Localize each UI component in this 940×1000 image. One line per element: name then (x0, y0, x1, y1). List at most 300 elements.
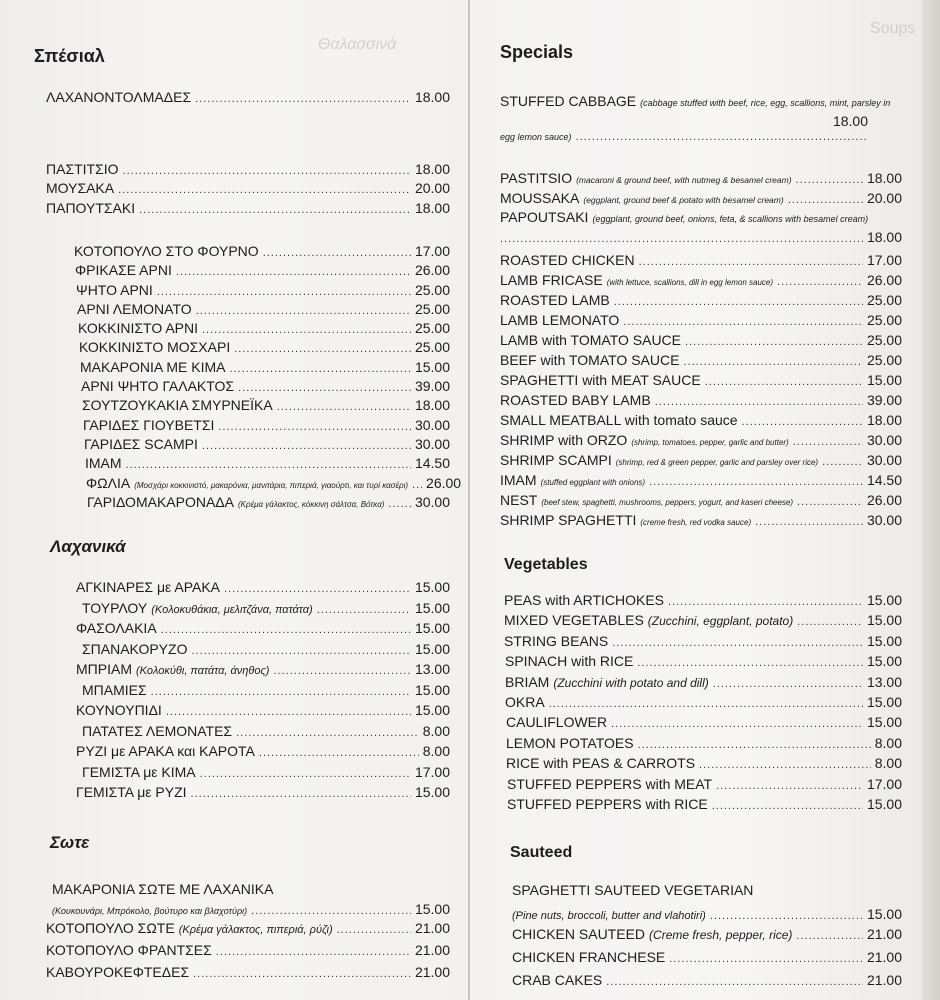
item-price: 18.00 (866, 228, 902, 245)
item-name: STUFFED CABBAGE (500, 93, 637, 109)
item-name: CAULIFLOWER (506, 714, 608, 731)
menu-item (34, 243, 450, 262)
item-price: 18.00 (866, 412, 902, 428)
item-price: 15.00 (866, 906, 902, 923)
item-name: MOUSSAKA (500, 189, 580, 206)
item-name: SPAGHETTI with MEAT SAUCE (500, 372, 701, 388)
menu-item (500, 512, 902, 532)
item-name: ΨΗΤΟ ΑΡΝΙ (76, 281, 153, 298)
item-note: (eggplant, ground beef, onions, feta, & scallions with besamel cream) (592, 214, 869, 224)
item-note: (stuffed eggplant with onions) (540, 478, 646, 487)
item-name: ΣΠΑΝΑΚΟΡΥΖΟ (82, 640, 188, 657)
menu-item (500, 949, 902, 972)
item-name: ΦΡΙΚΑΣΕ ΑΡΝΙ (75, 262, 172, 279)
item-price: 8.00 (422, 722, 450, 739)
item-price: 30.00 (866, 432, 902, 448)
leader-dots (157, 286, 411, 298)
item-name: ΠΑΣΤΙΤΣΙΟ (46, 160, 119, 177)
item-name: SHRIMP SPAGHETTI (500, 512, 637, 528)
item-name: LAMB LEMONATO (500, 312, 620, 328)
leader-dots (193, 968, 411, 980)
item-price: 15.00 (414, 784, 450, 801)
item-name: ΜΑΚΑΡΟΝΙΑ ΜΕ ΚΙΜΑ (80, 358, 226, 375)
item-price: 15.00 (414, 620, 450, 637)
item-price: 15.00 (414, 681, 450, 698)
leader-dots (612, 637, 863, 649)
item-price: 39.00 (414, 378, 450, 395)
menu-item (500, 653, 902, 673)
menu-item (34, 455, 450, 474)
item-note: (shrimp, red & green pepper, garlic and parsley over rice) (615, 458, 819, 467)
menu-item (34, 743, 450, 764)
item-note: (Μοσχάρι κοκκινιστό, μακαρόνια, μανιτάρια, πιπεριά, γιαούρτι, και τυρί κασέρι) (134, 480, 409, 490)
item-name: STRING BEANS (504, 632, 609, 649)
item-name: ROASTED CHICKEN (500, 252, 635, 268)
leader-dots (196, 305, 411, 317)
item-name: CRAB CAKES (512, 971, 603, 988)
item-name: ΡΥΖΙ με ΑΡΑΚΑ και ΚΑΡΟΤΑ (76, 743, 255, 760)
item-note: (with lettuce, scallions, dill in egg lemon sauce) (606, 278, 774, 287)
menu-item (34, 881, 450, 901)
leader-dots (614, 296, 863, 308)
menu-item (34, 600, 450, 621)
greek-sauteed-list (34, 920, 450, 986)
item-name: STUFFED PEPPERS with MEAT (507, 775, 713, 792)
menu-item (500, 694, 902, 714)
item-name: ΦΩΛΙΑ (86, 474, 131, 491)
item-name: ΚΟΥΝΟΥΠΙΔΙ (76, 702, 162, 719)
item-note: (Κολοκύθι, πατάτα, άνηθος) (136, 665, 270, 678)
leader-dots (500, 233, 863, 245)
item-price: 25.00 (866, 332, 902, 348)
menu-item (500, 432, 902, 452)
leader-dots (649, 476, 863, 488)
greek-specials-group-2 (34, 161, 450, 220)
item-price: 30.00 (414, 493, 450, 510)
menu-item (500, 170, 902, 190)
menu-item (34, 417, 450, 436)
item-price: 39.00 (866, 392, 902, 408)
item-name: ΚΟΚΚΙΝΙΣΤΟ ΜΟΣΧΑΡΙ (79, 339, 231, 356)
item-name: ΜΠΡΙΑΜ (76, 661, 132, 678)
leader-dots (611, 718, 863, 730)
menu-item (500, 209, 902, 229)
item-name: OKRA (505, 693, 545, 710)
english-vegetables-title: Vegetables (504, 556, 588, 573)
item-price: 14.50 (414, 455, 450, 472)
leader-dots (639, 256, 863, 268)
greek-sauteed-title: Σωτε (50, 832, 90, 852)
menu-item (34, 320, 450, 339)
menu-item (500, 252, 902, 272)
item-name: ΜΠΑΜΙΕΣ (82, 681, 147, 698)
item-name: LEMON POTATOES (506, 734, 634, 751)
item-name: CHICKEN SAUTEED (512, 925, 646, 942)
english-specials-section (500, 42, 902, 532)
item-price: 25.00 (866, 292, 902, 308)
item-name: ΚΟΤΟΠΟΥΛΟ ΣΤΟ ΦΟΥΡΝΟ (74, 243, 259, 259)
leader-dots (251, 905, 411, 917)
greek-specials-group-1 (34, 89, 450, 109)
item-name: BRIAM (505, 673, 550, 690)
leader-dots (229, 363, 410, 375)
leader-dots (161, 624, 411, 636)
leader-dots (655, 396, 863, 408)
menu-item (500, 714, 902, 734)
item-price: 18.00 (414, 89, 450, 105)
leader-dots (202, 324, 411, 336)
item-name: ROASTED BABY LAMB (500, 392, 651, 408)
item-price: 30.00 (866, 452, 902, 468)
english-specials-title: Specials (500, 42, 574, 62)
item-price: 20.00 (414, 180, 450, 196)
leader-dots (777, 276, 863, 288)
item-name: PASTITSIO (500, 170, 573, 186)
item-price: 15.00 (866, 372, 902, 388)
item-price: 15.00 (866, 714, 902, 731)
item-price: 26.00 (426, 474, 462, 491)
leader-dots (273, 665, 410, 677)
leader-dots (123, 165, 411, 177)
item-note: (Κουκουνάρι, Μπρόκολο, βούτυρο και βλαχοτύρι) (52, 905, 248, 916)
menu-item-cont (500, 229, 902, 249)
item-price: 25.00 (414, 300, 450, 317)
english-vegetables-section (500, 556, 902, 816)
leader-dots (713, 678, 863, 690)
item-price: 15.00 (866, 653, 902, 670)
menu-item (500, 796, 902, 816)
item-price: 18.00 (414, 160, 450, 177)
menu-item-note-line (34, 901, 450, 921)
menu-item (500, 472, 902, 492)
menu-item (500, 332, 902, 352)
item-name: STUFFED PEPPERS with RICE (507, 795, 708, 812)
item-price: 15.00 (414, 579, 450, 596)
menu-item (34, 579, 450, 600)
item-name: ΤΟΥΡΛΟΥ (82, 599, 148, 616)
menu-item (500, 926, 902, 949)
item-price: 21.00 (414, 942, 450, 959)
leader-dots (126, 459, 411, 471)
leader-dots (788, 194, 863, 206)
menu-item-note-line (500, 906, 902, 926)
item-price: 18.00 (832, 112, 868, 129)
menu-item (34, 964, 450, 986)
item-name: LAMB with TOMATO SAUCE (500, 332, 682, 348)
item-note: (beef stew, spaghetti, mushrooms, peppers, yogurt, and kaseri cheese) (541, 498, 794, 507)
menu-item (500, 312, 902, 332)
item-note: (eggplant, ground beef & potato with besamel cream) (583, 194, 784, 205)
item-price: 18.00 (414, 199, 450, 216)
english-sauteed-section (500, 844, 902, 995)
leader-dots (412, 479, 422, 491)
menu-item (34, 764, 450, 785)
item-name: LAMB FRICASE (500, 272, 603, 288)
leader-dots (742, 416, 863, 428)
menu-item (500, 674, 902, 694)
item-price: 30.00 (414, 416, 450, 433)
item-price: 17.00 (414, 763, 450, 780)
item-name: SPINACH with RICE (505, 653, 634, 670)
leader-dots (683, 356, 863, 368)
item-price: 30.00 (866, 512, 902, 528)
item-price: 13.00 (866, 673, 902, 690)
item-price: 25.00 (866, 352, 902, 368)
english-specials-group-3 (500, 252, 902, 532)
greek-specials-section (34, 46, 462, 513)
menu-item (500, 190, 902, 210)
leader-dots (797, 616, 863, 628)
item-note: (creme fresh, red vodka sauce) (640, 518, 752, 527)
item-name: ΓΑΡΙΔΟΜΑΚΑΡΟΝΑΔΑ (87, 493, 234, 510)
item-price: 15.00 (414, 702, 450, 719)
item-note: (Pine nuts, broccoli, butter and vlahotiri) (512, 910, 706, 923)
item-note: (shrimp, tomatoes, pepper, garlic and butter) (631, 438, 789, 447)
menu-item (34, 301, 450, 320)
item-name: ΓΑΡΙΔΕΣ SCAMPI (84, 435, 198, 452)
leader-dots (317, 604, 411, 616)
item-name: ΑΓΚΙΝΑΡΕΣ με ΑΡΑΚΑ (76, 579, 221, 596)
greek-vegetables-list (34, 579, 450, 805)
greek-vegetables-title: Λαχανικά (50, 537, 126, 557)
menu-item (34, 397, 450, 416)
menu-item (500, 412, 902, 432)
item-price: 18.00 (414, 397, 450, 414)
item-price: 26.00 (866, 492, 902, 508)
leader-dots (712, 800, 863, 812)
item-name: ΚΟΤΟΠΟΥΛΟ ΣΩΤΕ (46, 920, 175, 937)
item-name: PAPOUTSAKI (500, 209, 589, 225)
menu-item (34, 620, 450, 641)
item-name: ΣΟΥΤΖΟΥΚΑΚΙΑ ΣΜΥΡΝΕΪΚΑ (82, 397, 273, 414)
item-price: 21.00 (414, 920, 450, 937)
item-name: RICE with PEAS & CARROTS (506, 755, 696, 772)
item-note: (macaroni & ground beef, with nutmeg & besamel cream) (576, 175, 792, 185)
item-note: (Creme fresh, pepper, rice) (649, 927, 793, 942)
item-name: BEEF with TOMATO SAUCE (500, 352, 680, 368)
leader-dots (388, 498, 411, 510)
leader-dots (263, 247, 411, 259)
leader-dots (793, 436, 863, 448)
leader-dots (224, 583, 411, 595)
item-note: (Κρέμα γάλακτος, κόκκινη σάλτσα, Βότκα) (237, 499, 385, 509)
item-name: ΓΕΜΙΣΤΑ με ΚΙΜΑ (82, 763, 196, 780)
item-price: 15.00 (866, 795, 902, 812)
english-menu-page (470, 0, 922, 1000)
bleed-through-header: Θαλασσινά (318, 36, 397, 53)
item-price: 26.00 (866, 272, 902, 288)
menu-item (500, 755, 902, 775)
item-name: ΜΑΚΑΡΟΝΙΑ ΣΩΤΕ ΜΕ ΛΑΧΑΝΙΚΑ (52, 880, 274, 897)
menu-item (34, 920, 450, 942)
greek-sauteed-section (34, 833, 450, 987)
greek-specials-title: Σπέσιαλ (34, 46, 105, 66)
english-sauteed-title: Sauteed (510, 844, 573, 862)
menu-item (34, 339, 450, 358)
leader-dots (755, 516, 863, 528)
leader-dots (118, 184, 411, 196)
menu-item (34, 641, 450, 662)
english-specials-group-2 (500, 170, 902, 209)
item-price: 30.00 (414, 435, 450, 452)
menu-item (34, 723, 450, 744)
english-vegetables-list (500, 592, 902, 816)
leader-dots (195, 93, 411, 105)
item-price: 15.00 (866, 693, 902, 710)
item-name: ΑΡΝΙ ΨΗΤΟ ΓΑΛΑΚΤΟΣ (81, 378, 235, 395)
menu-item (34, 784, 450, 805)
leader-dots (623, 316, 863, 328)
paper-edge (922, 0, 940, 1000)
item-price: 21.00 (866, 971, 902, 988)
item-price: 8.00 (874, 734, 902, 751)
item-name: SPAGHETTI SAUTEED VEGETARIAN (512, 882, 754, 899)
item-price: 15.00 (414, 640, 450, 657)
item-price: 25.00 (414, 281, 450, 298)
item-note: (Κρέμα γάλακτος, πιπεριά, ρύζι) (178, 924, 333, 937)
item-price: 18.00 (866, 170, 902, 186)
greek-menu-page (0, 0, 468, 1000)
menu-item (500, 93, 902, 113)
item-price: 17.00 (866, 775, 902, 792)
leader-dots (822, 456, 863, 468)
menu-item (500, 372, 902, 392)
item-note: egg lemon sauce) (500, 131, 572, 142)
item-price: 26.00 (414, 262, 450, 279)
menu-item (500, 272, 902, 292)
item-price: 15.00 (414, 358, 450, 375)
leader-dots (669, 953, 863, 965)
leader-dots (668, 596, 863, 608)
menu-item (500, 882, 902, 906)
menu-item (34, 494, 450, 513)
leader-dots (796, 174, 863, 186)
leader-dots (606, 976, 863, 988)
item-name: ΑΡΝΙ ΛΕΜΟΝΑΤΟ (77, 300, 192, 317)
leader-dots (549, 698, 863, 710)
leader-dots (216, 946, 411, 958)
menu-item (500, 592, 902, 612)
leader-dots (176, 266, 411, 278)
menu-item (500, 612, 902, 632)
menu-item (34, 702, 450, 723)
menu-item (34, 942, 450, 964)
item-name: NEST (500, 492, 538, 508)
item-name: PEAS with ARTICHOKES (504, 592, 665, 608)
leader-dots (797, 496, 863, 508)
item-price: 15.00 (866, 632, 902, 649)
item-note: (cabbage stuffed with beef, rice, egg, scallions, mint, parsley in (640, 98, 891, 108)
menu-item (500, 492, 902, 512)
item-price: 17.00 (414, 243, 450, 259)
item-name: ΠΑΤΑΤΕΣ ΛΕΜΟΝΑΤΕΣ (82, 722, 233, 739)
leader-dots (202, 440, 411, 452)
english-sauteed-list (500, 926, 902, 995)
menu-item (34, 282, 450, 301)
item-name: ΛΑΧΑΝΟΝΤΟΛΜΑΔΕΣ (46, 89, 192, 105)
item-price: 25.00 (414, 320, 450, 337)
item-name: CHICKEN FRANCHESE (512, 948, 666, 965)
greek-vegetables-section (34, 537, 450, 805)
item-price: 15.00 (866, 612, 902, 629)
item-name: SHRIMP SCAMPI (500, 452, 612, 468)
item-name: SMALL MEATBALL with tomato sauce (500, 412, 738, 428)
item-name: IMAM (500, 472, 537, 488)
item-price: 25.00 (866, 312, 902, 328)
menu-item (34, 262, 450, 281)
leader-dots (638, 739, 871, 751)
item-name: ΚΑΒΟΥΡΟΚΕΦΤΕΔΕΣ (46, 964, 190, 981)
item-name: ΚΟΤΟΠΟΥΛΟ ΦΡΑΝΤΣΕΣ (46, 942, 212, 959)
menu-item (500, 292, 902, 312)
item-name: ΜΟΥΣΑΚΑ (46, 180, 115, 196)
item-price: 14.50 (866, 472, 902, 488)
item-name: ΠΑΠΟΥΤΣΑΚΙ (46, 199, 136, 216)
menu-item (34, 474, 462, 494)
item-name: ΓΕΜΙΣΤΑ με ΡΥΖΙ (76, 784, 187, 801)
menu-item (500, 776, 902, 796)
menu-item (34, 161, 450, 181)
leader-dots (218, 421, 411, 433)
leader-dots (337, 924, 411, 936)
leader-dots (716, 780, 863, 792)
item-name: ΚΟΚΚΙΝΙΣΤΟ ΑΡΝΙ (78, 320, 198, 337)
item-note: (Κολοκυθάκια, μελιτζάνα, πατάτα) (151, 603, 313, 616)
greek-specials-group-3 (34, 243, 462, 513)
item-name: ΦΑΣΟΛΑΚΙΑ (76, 620, 157, 637)
item-price: 21.00 (866, 948, 902, 965)
leader-dots (277, 401, 411, 413)
leader-dots (238, 382, 411, 394)
leader-dots (191, 645, 410, 657)
leader-dots (796, 930, 863, 942)
menu-item (34, 436, 450, 455)
item-price: 17.00 (866, 252, 902, 268)
menu-item-note-line (500, 131, 902, 151)
item-price: 21.00 (414, 964, 450, 981)
menu-item (34, 359, 450, 378)
menu-item (500, 352, 902, 372)
item-price: 8.00 (874, 755, 902, 772)
item-price: 13.00 (414, 661, 450, 678)
item-name: ROASTED LAMB (500, 292, 610, 308)
item-name: MIXED VEGETABLES (504, 612, 644, 629)
leader-dots (637, 657, 863, 669)
item-price: 15.00 (866, 592, 902, 608)
leader-dots (200, 768, 411, 780)
leader-dots (576, 131, 866, 143)
item-note: (Zucchini, eggplant, potato) (647, 614, 794, 629)
leader-dots (151, 686, 411, 698)
menu-item (34, 661, 450, 682)
menu-item (500, 452, 902, 472)
menu-item (500, 633, 902, 653)
menu-item (34, 378, 450, 397)
item-price: 8.00 (422, 743, 450, 760)
item-price: 15.00 (414, 900, 450, 917)
menu-item (34, 89, 450, 109)
menu-item (500, 392, 902, 412)
item-name: SHRIMP with ORZO (500, 432, 628, 448)
leader-dots (259, 747, 419, 759)
leader-dots (139, 204, 411, 216)
menu-item (500, 972, 902, 995)
leader-dots (234, 343, 411, 355)
item-price: 20.00 (866, 189, 902, 206)
item-name: ΙΜΑΜ (85, 455, 122, 472)
leader-dots (685, 336, 863, 348)
leader-dots (236, 727, 419, 739)
